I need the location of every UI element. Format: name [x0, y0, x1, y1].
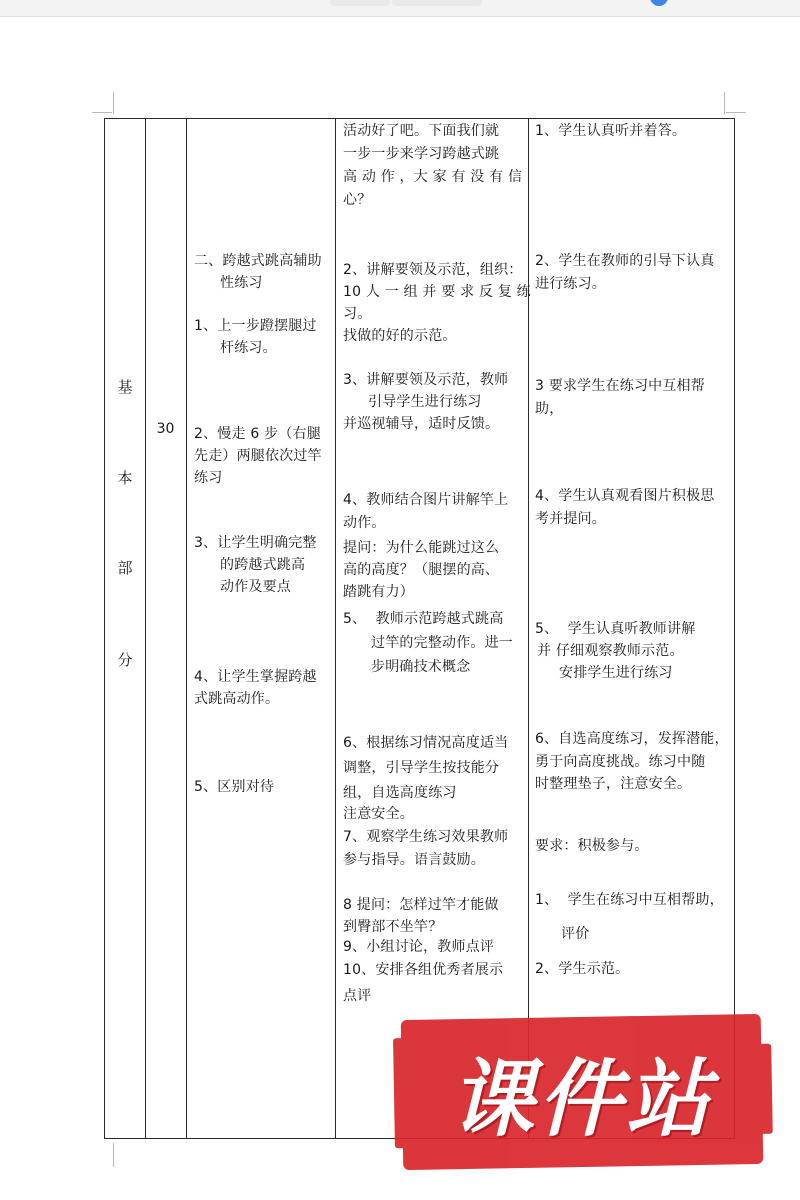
crop-mark [724, 92, 725, 114]
crop-mark [113, 1143, 114, 1167]
toolbar-pill [392, 0, 482, 6]
section-char: 分 [117, 651, 133, 669]
minutes-value: 30 [156, 421, 175, 437]
lesson-plan-table: 基 本 部 分 30 二、跨越式跳高辅助 性练习 1、上一步蹬摆腿过 杆练习。 2、慢走 6 步（右腿 先走）两腿依次过竿 练习 3、让学生明确完整 的跨越式跳高 动作及要点 4、让学生掌握跨越 式跳高动作。 5、区别对待 活动好了吧。下面我们就 一步一步来学习跨越式跳 高 动 作 ，大 家 有 没 有 信 心？ 2、讲解要领及示范，组织： 10 人 一 组 并 要 求 反 复 练 习。 找做的好的示范。 3、讲解要领及示范，教师 引导学生进行练习 并巡视辅导，适时反馈。 4、教师结合图片讲解竿上 动作。 提问：为什么能跳过这么 高的高度？（腿摆的高、 踏跳有力） 5、 教师示范跨越式跳高 过竿的完整动作。进一 步明确技术概念 6、根据练习情况高度适当 调整，引导学生按技能分 组，自选高度练习 注意安全。 7、观察学生练习效果教师 参与指导。语言鼓励。 8 提问：怎样过竿才能做 到臀部不坐竿？ 9、小组讨论，教师点评 10、安排各组优秀者展示 点评 1、学生认真听并着答。 2、学生在教师的引导下认真 进行练习。 3 要求学生在练习中互相帮 助， 4、学生认真观看图片积极思 考并提问。 5、 学生认真听教师讲解 并 仔细观察教师示范。 安排学生进行练习 6、自选高度练习，发挥潜能， 勇于向高度挑战。练习中随 时整理垫子，注意安全。 要求：积极参与。 1、 学生在练习中互相帮助， 评价 2、学生示范。 [104, 118, 735, 1139]
crop-mark [113, 92, 114, 114]
column-divider [335, 119, 336, 1138]
status-dot-icon [650, 0, 668, 6]
toolbar-pill [330, 0, 390, 6]
watermark-stamp [402, 1017, 762, 1167]
crop-mark [726, 112, 746, 113]
column-divider [528, 119, 529, 1138]
column-divider [186, 119, 187, 1138]
column-divider [145, 119, 146, 1138]
section-char: 部 [117, 559, 133, 577]
browser-top-bar [0, 0, 800, 17]
crop-mark [92, 112, 112, 113]
watermark-text: 课件站 [449, 1049, 714, 1148]
section-char: 基 [117, 378, 133, 396]
section-char: 本 [117, 469, 133, 487]
